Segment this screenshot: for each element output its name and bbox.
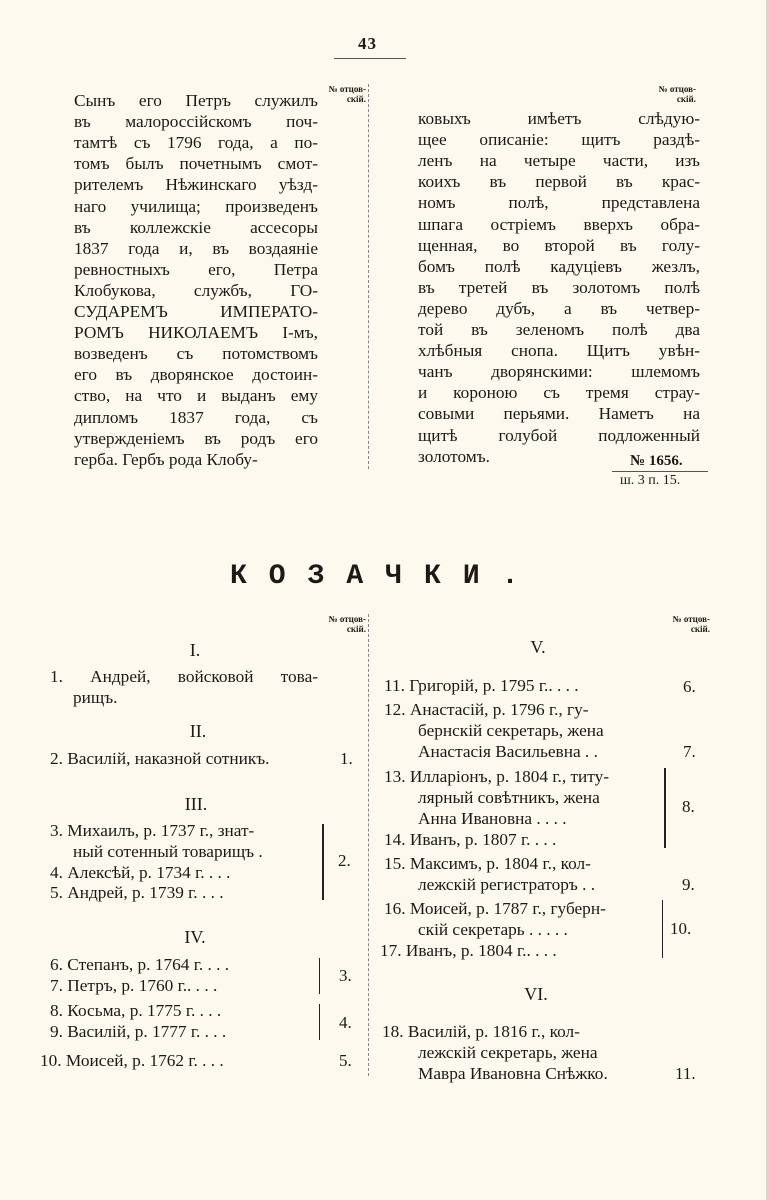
- entry-line: 16. Моисей, р. 1787 г., губерн-: [384, 899, 606, 918]
- paragraph-line: совыми перьями. Наметъ на: [418, 404, 700, 424]
- entry-line: лярный совѣтникъ, жена: [418, 788, 600, 807]
- generation-heading: VI.: [524, 984, 548, 1004]
- generation-heading: III.: [184, 794, 208, 814]
- entry-reference: 7.: [683, 742, 696, 761]
- column-header-line2: скій.: [346, 94, 366, 104]
- entry-line: рищъ.: [73, 688, 118, 707]
- record-rule: [612, 471, 708, 472]
- entry-line: лежскій регистраторъ . .: [418, 875, 596, 894]
- entry-line: [50, 666, 318, 688]
- paragraph-line: 1837 года и, въ воздаяніе: [74, 238, 318, 258]
- paragraph-line: ленъ на четыре части, изъ: [418, 151, 700, 171]
- record-reference: ш. 3 п. 15.: [620, 473, 681, 488]
- entry-line: 9. Василій, р. 1777 г. . . .: [50, 1022, 227, 1041]
- entry-line: 11. Григорій, р. 1795 г.. . . .: [384, 676, 579, 695]
- paragraph-line: ковыхъ имѣетъ слѣдую-: [418, 109, 700, 128]
- paragraph-line: герба. Гербъ рода Клобу-: [74, 449, 258, 469]
- entry-line: 7. Петръ, р. 1760 г.. . . .: [50, 976, 218, 995]
- page-number: 43: [358, 34, 377, 53]
- entry-line: 10. Моисей, р. 1762 г. . . .: [40, 1051, 224, 1070]
- section-title: КОЗАЧКИ.: [230, 561, 541, 592]
- entry-line: 2. Василій, наказной сотникъ.: [50, 749, 270, 768]
- entry-line: 3. Михаилъ, р. 1737 г., знат-: [50, 821, 255, 840]
- entry-reference: 10.: [670, 919, 692, 938]
- paragraph-line: щее описаніе: щитъ раздѣ-: [418, 130, 700, 150]
- entry-line: скій секретарь . . . . .: [418, 920, 568, 939]
- page-number-rule: [334, 58, 406, 59]
- paragraph-line: СУДАРЕМЪ ИМПЕРАТО-: [74, 302, 318, 321]
- entry-reference: 2.: [338, 851, 351, 870]
- paragraph-line: ревностныхъ его, Петра: [74, 259, 318, 279]
- column-header-right: [626, 84, 696, 104]
- paragraph-line: ство, на что и выданъ ему: [74, 386, 318, 406]
- entry-reference: 8.: [682, 797, 695, 816]
- paragraph-line: наго училища; произведенъ: [74, 196, 318, 216]
- paragraph-line: въ третей въ золотомъ полѣ: [418, 277, 700, 297]
- entry-reference: 1.: [340, 749, 353, 768]
- paragraph-line: шпага остріемъ вверхъ обра-: [418, 214, 700, 234]
- paragraph-line: чанъ дворянскими: шлемомъ: [418, 362, 700, 382]
- bracket: [318, 824, 324, 900]
- entry-line: 8. Косьма, р. 1775 г. . . .: [50, 1001, 222, 1020]
- paragraph-line: бомъ полѣ кадуціевъ жезлъ,: [418, 256, 700, 276]
- paragraph-line: въ малороссійскомъ поч-: [74, 112, 318, 132]
- paragraph-line: томъ былъ почетнымъ смот-: [74, 154, 318, 174]
- entry-line: 5. Андрей, р. 1739 г. . . .: [50, 883, 224, 902]
- entry-line: 4. Алексѣй, р. 1734 г. . . .: [50, 863, 231, 882]
- generation-heading: V.: [530, 637, 546, 657]
- paragraph-line: и короною съ тремя страу-: [418, 383, 700, 403]
- entry-line: 6. Степанъ, р. 1764 г. . . .: [50, 955, 230, 974]
- paragraph-line: Клобукова, службъ, ГО-: [74, 280, 318, 300]
- bracket: [315, 1004, 320, 1040]
- column-header-line1: № отцов-: [328, 84, 366, 94]
- generation-heading: II.: [189, 721, 207, 741]
- column-header-line1: № отцов-: [328, 614, 366, 624]
- entry-reference: 11.: [675, 1064, 696, 1083]
- column-header-right-bottom: [640, 614, 710, 634]
- entry-text: 1. Андрей, войсковой това-: [50, 667, 318, 686]
- entry-line: 17. Иванъ, р. 1804 г.. . . .: [380, 941, 557, 960]
- entry-line: бернскій секретарь, жена: [418, 721, 604, 740]
- paragraph-line: тамтѣ съ 1796 года, а по-: [74, 133, 318, 153]
- entry-line: Анастасія Васильевна . .: [418, 742, 598, 761]
- entry-line: 18. Василій, р. 1816 г., кол-: [382, 1022, 580, 1041]
- generation-heading: I.: [189, 640, 201, 660]
- generation-heading: IV.: [184, 927, 206, 947]
- entry-line: лежскій секретарь, жена: [418, 1043, 598, 1062]
- bracket: [315, 958, 320, 994]
- bracket: [660, 768, 666, 848]
- paragraph-line: его въ дворянское достоин-: [74, 365, 318, 385]
- paragraph-line: золотомъ.: [418, 446, 491, 466]
- paragraph-line: въ коллежскіе ассесоры: [74, 217, 318, 237]
- entry-line: 14. Иванъ, р. 1807 г. . . .: [384, 830, 557, 849]
- entry-line: Мавра Ивановна Снѣжко.: [418, 1064, 608, 1083]
- paragraph-line: щитѣ голубой подложенный: [418, 425, 700, 445]
- paragraph-line: той въ зеленомъ полѣ два: [418, 320, 700, 339]
- entry-reference: 6.: [683, 677, 696, 696]
- column-header-line1: № отцов-: [672, 614, 710, 624]
- paragraph-line: рителемъ Нѣжинскаго уѣзд-: [74, 175, 318, 195]
- paragraph-line: коихъ въ первой въ крас-: [418, 172, 700, 192]
- paragraph-line: дерево дубъ, а въ четвер-: [418, 298, 700, 318]
- column-header-line1: № отцов-: [658, 84, 696, 94]
- paragraph-line: РОМЪ НИКОЛАЕМЪ I-мъ,: [74, 323, 318, 343]
- entry-reference: 9.: [682, 875, 695, 894]
- paragraph-line: хлѣбныя снопа. Щитъ увѣн-: [418, 341, 700, 361]
- column-divider-top: [368, 84, 369, 469]
- paragraph-line: Сынъ его Петръ служилъ: [74, 91, 318, 110]
- entry-line: 12. Анастасій, р. 1796 г., гу-: [384, 700, 589, 719]
- record-number: № 1656.: [630, 453, 683, 469]
- column-header-line2: скій.: [676, 94, 696, 104]
- bracket: [658, 900, 663, 958]
- column-divider-bottom: [368, 614, 369, 1076]
- paragraph-line: номъ полѣ, представлена: [418, 193, 700, 213]
- paragraph-line: утвержденіемъ въ родъ его: [74, 428, 318, 448]
- entry-reference: 5.: [339, 1051, 352, 1070]
- entry-line: 13. Илларіонъ, р. 1804 г., титу-: [384, 767, 610, 786]
- column-header-left-bottom: [296, 614, 366, 634]
- entry-reference: 4.: [339, 1013, 352, 1032]
- paragraph-line: возведенъ съ потомствомъ: [74, 344, 318, 364]
- column-header-line2: скій.: [690, 624, 710, 634]
- entry-line: ный сотенный товарищъ .: [73, 842, 263, 861]
- paragraph-line: щенная, во второй въ голу-: [418, 235, 700, 255]
- entry-reference: 3.: [339, 966, 352, 985]
- paragraph-line: дипломъ 1837 года, съ: [74, 407, 318, 427]
- entry-line: 15. Максимъ, р. 1804 г., кол-: [384, 854, 591, 873]
- entry-line: Анна Ивановна . . . .: [418, 809, 567, 828]
- column-header-line2: скій.: [346, 624, 366, 634]
